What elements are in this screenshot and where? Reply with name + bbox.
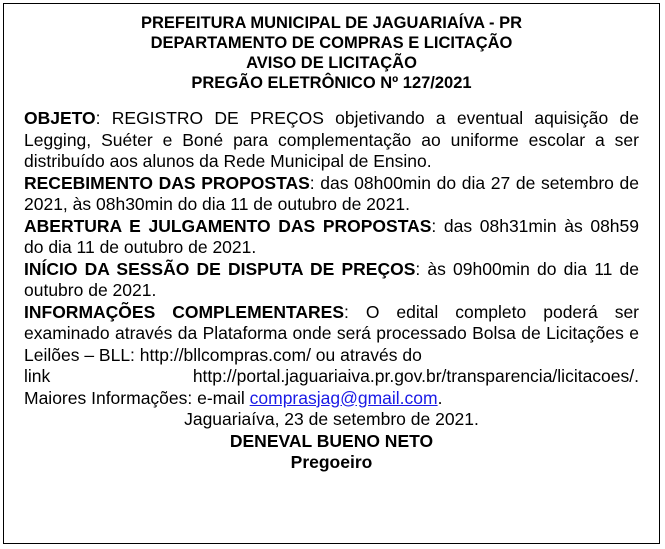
recebimento-text: : das 08h00min do dia 27 de setembro de 2021, às 08h30min do dia 11 de outubro de 2021.	[24, 172, 639, 214]
inicio-paragraph	[24, 259, 639, 302]
abertura-text: : das 08h31min às 08h59 do dia 11 de outubro de 2021.	[24, 215, 639, 257]
maiores-label: Maiores Informações: e-mail	[24, 387, 250, 408]
recebimento-label: RECEBIMENTO DAS PROPOSTAS	[24, 172, 310, 193]
informacoes-label: INFORMAÇÕES COMPLEMENTARES	[24, 301, 344, 322]
place-date: Jaguariaíva, 23 de setembro de 2021.	[184, 409, 479, 429]
objeto-paragraph	[24, 108, 639, 173]
notice-header	[4, 13, 659, 93]
header-pregao: PREGÃO ELETRÔNICO Nº 127/2021	[191, 74, 472, 92]
portal-link-line	[24, 366, 639, 388]
header-prefeitura: PREFEITURA MUNICIPAL DE JAGUARIAÍVA - PR	[140, 14, 523, 32]
informacoes-text: : O edital completo poderá ser examinado através da Plataforma onde será processado Bolsa de Licitações e Leilões – BLL: http://bllcompras.com/ ou através do	[24, 301, 640, 365]
objeto-text: : REGISTRO DE PREÇOS objetivando a eventual aquisição de Legging, Suéter e Boné para complementação ao uniforme escolar a ser distribuído aos alunos da Rede Municipal de Ensino.	[24, 108, 639, 171]
portal-url: http://portal.jaguariaiva.pr.gov.br/transparencia/licitacoes/.	[192, 366, 639, 386]
signatory-role: Pregoeiro	[290, 452, 373, 472]
licitacao-notice	[3, 3, 660, 544]
objeto-label: OBJETO	[24, 108, 96, 128]
inicio-label: INÍCIO DA SESSÃO DE DISPUTA DE PREÇOS	[24, 258, 416, 279]
informacoes-paragraph	[24, 302, 639, 367]
notice-body	[24, 108, 639, 474]
signatory-name: DENEVAL BUENO NETO	[229, 430, 434, 451]
email-link[interactable]: comprasjag@gmail.com	[249, 387, 438, 408]
inicio-text: : às 09h00min do dia 11 de outubro de 2021.	[24, 258, 639, 300]
maiores-informacoes	[24, 388, 639, 410]
abertura-label: ABERTURA E JULGAMENTO DAS PROPOSTAS	[24, 215, 432, 236]
header-aviso: AVISO DE LICITAÇÃO	[246, 54, 417, 72]
email-period: .	[437, 387, 443, 408]
link-word: link	[24, 366, 51, 386]
abertura-paragraph	[24, 216, 639, 259]
header-departamento: DEPARTAMENTO DE COMPRAS E LICITAÇÃO	[150, 34, 513, 52]
recebimento-paragraph	[24, 173, 639, 216]
